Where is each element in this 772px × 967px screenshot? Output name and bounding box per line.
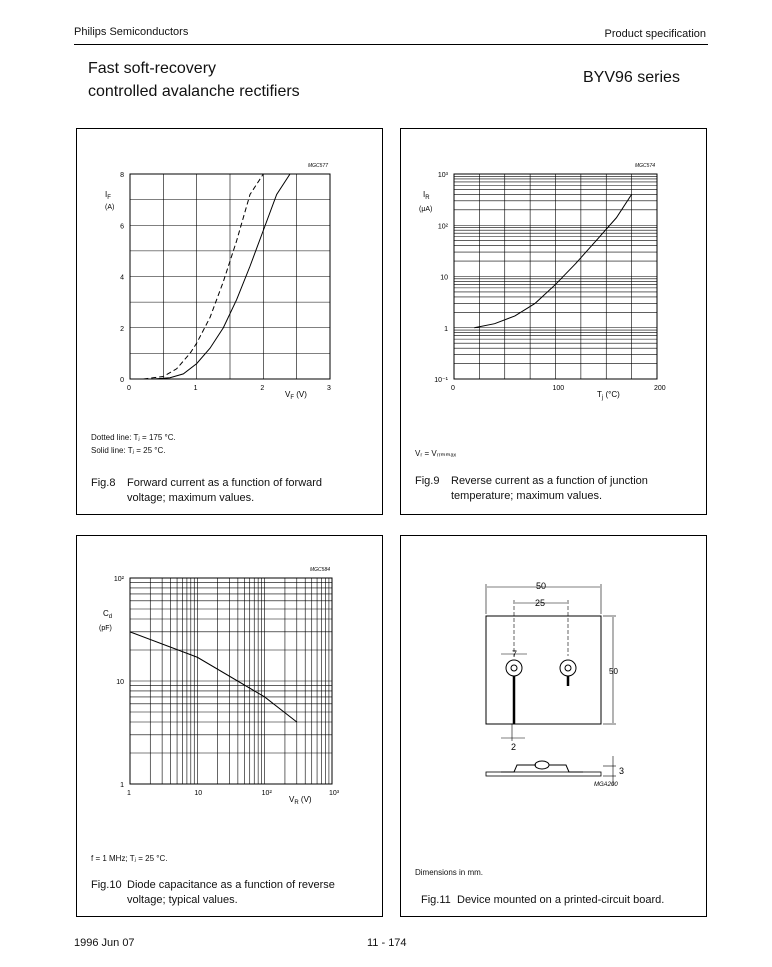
header-rule xyxy=(74,44,708,45)
fig9-ytick-label: 10² xyxy=(437,223,448,231)
title-line-2: controlled avalanche rectifiers xyxy=(88,83,300,100)
fig9-ylabel: $I_R$ xyxy=(423,190,430,201)
fig10-label: Fig.10 xyxy=(91,879,122,891)
fig8-xtick-label: 0 xyxy=(127,385,131,392)
hole-left xyxy=(511,665,517,671)
pcb-board xyxy=(486,616,601,724)
series-name: BYV96 series xyxy=(583,69,680,86)
fig9-caption xyxy=(415,474,648,504)
fig10-xtick-label: 1 xyxy=(127,790,131,797)
fig9-xtick-label: 0 xyxy=(451,385,455,392)
fig10-note: f = 1 MHz; Tⱼ = 25 °C. xyxy=(91,854,168,863)
fig10-panel xyxy=(76,535,383,917)
hole-right xyxy=(565,665,571,671)
fig10-code: MGC584 xyxy=(310,567,331,573)
title-line-1: Fast soft-recovery xyxy=(88,60,217,77)
fig10-xtick-label: 10² xyxy=(261,790,272,797)
fig8-ytick-label: 6 xyxy=(120,223,124,231)
pcb-side-view xyxy=(486,772,601,776)
fig10-caption-line1: Diode capacitance as a function of reverse xyxy=(127,879,335,891)
fig10-xlabel: $V_R$ (V) xyxy=(289,795,312,806)
fig8-ytick-label: 8 xyxy=(120,172,124,179)
fig9-panel xyxy=(400,128,707,515)
fig8-xtick-label: 1 xyxy=(193,385,198,392)
fig10-ytick-label: 1 xyxy=(120,782,124,789)
dim-25: 25 xyxy=(535,598,546,608)
fig11-panel xyxy=(400,535,707,917)
fig9-caption-line2: temperature; maximum values. xyxy=(451,490,602,502)
fig10-ytick-label: 10 xyxy=(116,679,124,686)
fig8-ylabel: $I_F$ xyxy=(105,190,111,201)
fig8-yunit: (A) xyxy=(105,204,115,211)
dim-50-top: 50 xyxy=(536,581,547,591)
fig8-xtick-label: 2 xyxy=(260,385,265,392)
fig10-caption-line2: voltage; typical values. xyxy=(127,894,238,906)
company-name: Philips Semiconductors xyxy=(74,26,189,38)
fig10-yunit: (pF) xyxy=(99,625,112,632)
pad-right xyxy=(560,660,576,676)
fig9-xlabel: $T_j$ (°C) xyxy=(597,390,620,401)
fig11-drawing xyxy=(401,536,706,836)
fig9-caption-line1: Reverse current as a function of junction xyxy=(451,475,648,487)
lead-side-right xyxy=(549,765,583,772)
fig8-caption-line1: Forward current as a function of forward xyxy=(127,477,323,489)
fig11-label: Fig.11 xyxy=(421,894,451,906)
fig9-code: MGC574 xyxy=(635,163,656,169)
fig8-ytick-label: 2 xyxy=(120,325,124,333)
fig11-caption xyxy=(421,893,664,908)
fig9-yunit: (μA) xyxy=(419,206,433,213)
fig8-xtick-label: 3 xyxy=(327,385,331,392)
fig11-note: Dimensions in mm. xyxy=(415,868,484,877)
fig8-xlabel: $V_F$ (V) xyxy=(285,390,307,401)
fig9-ytick-label: 10⁻¹ xyxy=(434,377,448,384)
fig8-chart xyxy=(77,129,382,514)
fig9-note: Vᵣ = Vᵣᵣₘₘₐₓ xyxy=(415,449,457,458)
fig8-ytick-label: 4 xyxy=(120,274,124,282)
footer-page: 11 - 174 xyxy=(367,937,407,949)
dim-7: 7 xyxy=(512,649,518,659)
fig8-note-solid: Solid line: Tⱼ = 25 °C. xyxy=(91,446,166,455)
fig11-code: MGA200 xyxy=(594,782,618,788)
fig8-ytick-label: 0 xyxy=(120,377,124,384)
fig8-label: Fig.8 xyxy=(91,477,116,489)
fig9-xtick-label: 100 xyxy=(552,385,565,392)
fig9-ytick-label: 1 xyxy=(444,325,448,333)
fig8-caption-line2: voltage; maximum values. xyxy=(127,492,255,504)
fig10-ytick-label: 10² xyxy=(113,576,124,583)
fig10-ylabel: $C_d$ xyxy=(103,609,113,620)
dim-50-side: 50 xyxy=(609,667,618,676)
dim-2: 2 xyxy=(511,742,517,752)
fig8-caption xyxy=(91,476,322,506)
product-spec-label: Product specification xyxy=(604,28,706,40)
fig9-label: Fig.9 xyxy=(415,475,440,487)
fig8-note-dotted: Dotted line: Tⱼ = 175 °C. xyxy=(91,433,176,442)
fig11-caption-line1: Device mounted on a printed-circuit board. xyxy=(457,894,665,906)
fig10-caption xyxy=(91,878,335,908)
document-title xyxy=(88,57,300,103)
pad-left xyxy=(506,660,522,676)
fig10-series-line-1 xyxy=(130,632,297,722)
lead-side-left xyxy=(501,765,536,772)
diode-body-side xyxy=(535,761,549,769)
fig9-ytick-label: 10³ xyxy=(437,172,448,179)
fig9-ytick-label: 10 xyxy=(440,274,448,282)
footer-date: 1996 Jun 07 xyxy=(74,937,135,949)
dim-3: 3 xyxy=(619,766,625,776)
fig10-xtick-label: 10 xyxy=(194,790,203,797)
fig9-xtick-label: 200 xyxy=(654,385,666,392)
fig8-code: MGC577 xyxy=(308,163,329,169)
fig8-panel xyxy=(76,128,383,515)
fig10-xtick-label: 10³ xyxy=(329,790,340,797)
